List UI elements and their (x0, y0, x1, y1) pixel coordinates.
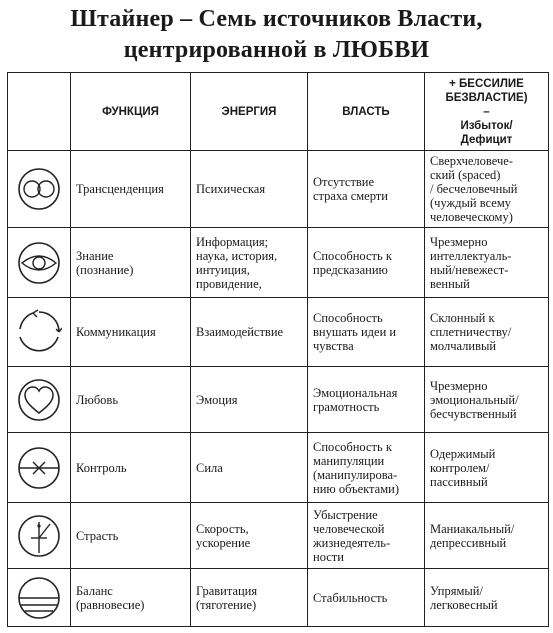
page-title (0, 4, 553, 66)
symbol-cell (8, 367, 71, 433)
function-cell: Любовь (76, 392, 119, 407)
imbalance-cell: Одержимый контролем/ пассивный (430, 446, 496, 489)
symbol-cell (8, 298, 71, 367)
function-cell: Коммуникация (76, 325, 156, 339)
table-row (8, 298, 549, 367)
power-cell: Эмоциональная грамотность (313, 385, 398, 414)
power-cell: Стабильность (313, 590, 388, 605)
symbol-cell (8, 228, 71, 298)
function-cell: Трансценденция (76, 182, 164, 196)
header-imbalance: + БЕССИЛИЕ БЕЗВЛАСТИЕ) – Избыток/ Дефицит (425, 73, 549, 151)
table-row (8, 151, 549, 228)
energy-cell: Сила (196, 460, 223, 475)
power-cell: Способность к манипуляции (манипулирова- нию объектами) (313, 439, 399, 496)
function-cell: Баланс (равновесие) (76, 583, 145, 612)
power-cell: Способность внушать идеи и чувства (313, 311, 397, 353)
function-cell: Знание (познание) (76, 248, 134, 277)
header-power: ВЛАСТЬ (308, 73, 425, 151)
circle-figure-icon (16, 513, 62, 559)
power-sources-table (7, 72, 549, 627)
header-energy: ЭНЕРГИЯ (191, 73, 308, 151)
circle-arrows-icon (16, 309, 62, 355)
symbol-cell (8, 151, 71, 228)
energy-cell: Информация; наука, история, интуиция, провидение, (196, 234, 278, 291)
imbalance-cell: Чрезмерно эмоциональный/ бесчувственный (430, 378, 519, 421)
power-cell: Способность к предсказанию (313, 248, 392, 277)
imbalance-cell: Чрезмерно интеллектуаль- ный/невежест- венный (430, 234, 512, 291)
table-row (8, 228, 549, 298)
table-row (8, 367, 549, 433)
header-symbol (8, 73, 71, 151)
symbol-cell (8, 433, 71, 503)
imbalance-cell: Маниакальный/ депрессивный (430, 521, 515, 550)
symbol-cell (8, 569, 71, 627)
energy-cell: Гравитация (тяготение) (196, 583, 258, 612)
function-cell: Страсть (76, 528, 119, 543)
circle-cross-icon (16, 445, 62, 491)
energy-cell: Психическая (196, 182, 266, 196)
imbalance-cell: Сверхчеловече- ский (spaced) / бесчеловечный (чуждый всему человеческому) (430, 154, 518, 224)
title-line-1: Штайнер – Семь источников Власти, (70, 6, 483, 32)
energy-cell: Эмоция (196, 392, 238, 407)
circle-lines-icon (16, 575, 62, 621)
header-function: ФУНКЦИЯ (71, 73, 191, 151)
heart-icon (16, 377, 62, 423)
table-row (8, 503, 549, 569)
power-cell: Убыстрение человеческой жизнедеятель- ности (313, 507, 391, 564)
table-row (8, 433, 549, 503)
function-cell: Контроль (76, 460, 127, 475)
energy-cell: Скорость, ускорение (196, 521, 251, 550)
two-circles-icon (16, 166, 62, 212)
imbalance-cell: Упрямый/ легковесный (430, 583, 498, 612)
header-row (8, 73, 549, 151)
imbalance-cell: Склонный к сплетничеству/ молчаливый (430, 311, 512, 353)
symbol-cell (8, 503, 71, 569)
eye-icon (16, 240, 62, 286)
energy-cell: Взаимодействие (196, 325, 284, 339)
title-line-2: центрированной в ЛЮБВИ (123, 37, 430, 63)
table-row (8, 569, 549, 627)
power-cell: Отсутствие страха смерти (313, 175, 388, 203)
